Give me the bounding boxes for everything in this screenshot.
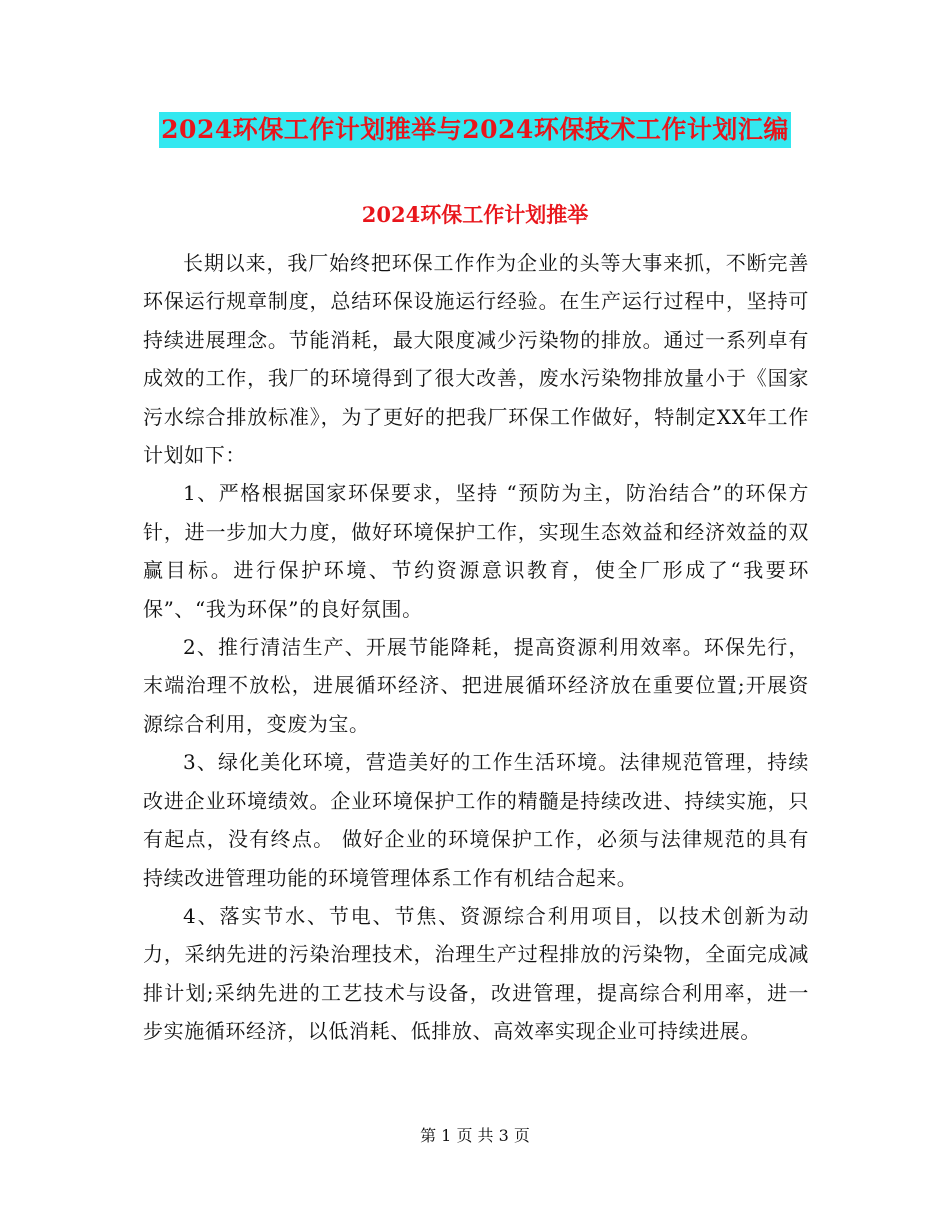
section-title: 2024环保工作计划推举 xyxy=(361,202,589,227)
document-body xyxy=(143,244,809,1051)
document-title: 2024环保工作计划推举与2024环保技术工作计划汇编 xyxy=(159,112,791,148)
paragraph-item-1: 1、严格根据国家环保要求，坚持 “预防为主，防治结合”的环保方针，进一步加大力度，做好环境保护工作，实现生态效益和经济效益的双赢目标。进行保护环境、节约资源意识教育，使全厂形成了“我要环保”、“我为环保”的良好氛围。 xyxy=(143,481,809,621)
page-number-footer: 第 1 页 共 3 页 xyxy=(420,1126,530,1145)
paragraph-item-2: 2、推行清洁生产、开展节能降耗，提高资源利用效率。环保先行，末端治理不放松，进展循环经济、把进展循环经济放在重要位置;开展资源综合利用，变废为宝。 xyxy=(143,635,809,736)
paragraph-intro: 长期以来，我厂始终把环保工作作为企业的头等大事来抓，不断完善环保运行规章制度，总结环保设施运行经验。在生产运行过程中，坚持可持续进展理念。节能消耗，最大限度减少污染物的排放。通过一系列卓有成效的工作，我厂的环境得到了很大改善，废水污染物排放量小于《国家污水综合排放标准》，为了更好的把我厂环保工作做好，特制定XX年工作计划如下： xyxy=(143,251,809,468)
paragraph-item-4: 4、落实节水、节电、节焦、资源综合利用项目，以技术创新为动力，采纳先进的污染治理技术，治理生产过程排放的污染物，全面完成减排计划;采纳先进的工艺技术与设备，改进管理，提高综合利用率，进一步实施循环经济，以低消耗、低排放、高效率实现企业可持续进展。 xyxy=(143,903,809,1044)
document-title-container xyxy=(0,112,950,148)
paragraph-item-3: 3、绿化美化环境，营造美好的工作生活环境。法律规范管理，持续改进企业环境绩效。企业环境保护工作的精髓是持续改进、持续实施，只有起点，没有终点。 做好企业的环境保护工作，必须与法律规范的具有持续改进管理功能的环境管理体系工作有机结合起来。 xyxy=(143,750,809,890)
